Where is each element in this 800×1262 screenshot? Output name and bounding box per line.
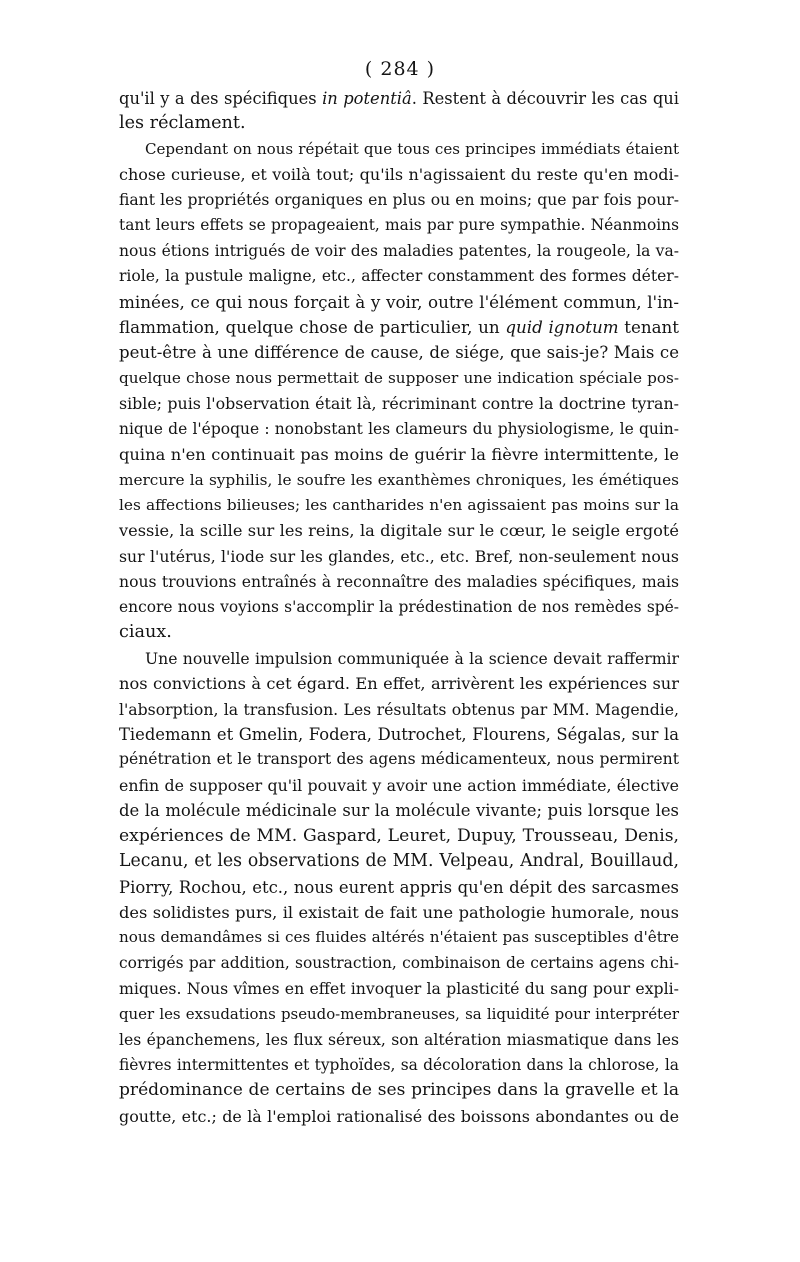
page-number: ( 284 )	[364, 58, 436, 80]
text-line	[119, 137, 679, 162]
text-line	[119, 976, 679, 1001]
text-line	[119, 1002, 679, 1027]
text-line	[119, 1078, 679, 1103]
text-line-content: nous étions intrigués de voir des maladies patentes, la rougeole, la va-	[119, 241, 679, 260]
body-text	[119, 86, 679, 1129]
text-line	[119, 951, 679, 976]
text-line-content: Lecanu, et les observations de MM. Velpeau, Andral, Bouillaud,	[119, 851, 679, 872]
text-line-content: encore nous voyions s'accomplir la prédestination de nos remèdes spé-	[119, 597, 679, 616]
text-line-content: tant leurs effets se propageaient, mais par pure sympathie. Néanmoins	[119, 216, 679, 235]
text-line	[119, 773, 679, 798]
text-line-content: vessie, la scille sur les reins, la digitale sur le cœur, le seigle ergoté	[119, 521, 679, 541]
text-line-content: des solidistes purs, il existait de fait une pathologie humorale, nous	[119, 903, 679, 922]
text-line-content: Cependant on nous répétait que tous ces principes immédiats étaient	[145, 139, 679, 158]
text-line-content: corrigés par addition, soustraction, combinaison de certains agens chi-	[119, 953, 679, 972]
text-line	[119, 671, 679, 696]
text-line-content: de la molécule médicinale sur la molécule vivante; puis lorsque les	[119, 801, 679, 821]
text-line	[119, 188, 679, 213]
text-line-content: nos convictions à cet égard. En effet, arrivèrent les expériences sur	[119, 674, 679, 694]
text-line	[119, 595, 679, 620]
text-line-content: nique de l'époque : nonobstant les clameurs du physiologisme, le quin-	[119, 419, 679, 438]
text-line-content: miques. Nous vîmes en effet invoquer la plasticité du sang pour expli-	[119, 979, 679, 999]
text-line-content: chose curieuse, et voilà tout; qu'ils n'agissaient du reste qu'en modi-	[119, 165, 679, 185]
text-line	[119, 824, 679, 849]
text-line-content: ciaux.	[119, 622, 172, 643]
text-line-content: enfin de supposer qu'il pouvait y avoir une action immédiate, élective	[119, 775, 679, 795]
text-line	[119, 544, 679, 569]
text-line	[119, 264, 679, 289]
text-line	[119, 239, 679, 264]
text-line-content: pénétration et le transport des agens médicamenteux, nous permirent	[119, 750, 679, 769]
text-line	[119, 747, 679, 772]
text-line	[119, 493, 679, 518]
text-line-content: minées, ce qui nous forçait à y voir, outre l'élément commun, l'in-	[119, 291, 679, 312]
text-line-content: quina n'en continuait pas moins de guérir la fièvre intermittente, le	[119, 445, 679, 465]
text-line-content: quelque chose nous permettait de supposer une indication spéciale pos-	[119, 368, 679, 387]
text-line-content: l'absorption, la transfusion. Les résultats obtenus par MM. Magendie,	[119, 699, 679, 719]
text-line-content: fièvres intermittentes et typhoïdes, sa décoloration dans la chlorose, la	[119, 1055, 679, 1074]
text-line	[119, 391, 679, 416]
italic-phrase: quid ignotum	[505, 316, 619, 337]
text-line-content: les affections bilieuses; les cantharides n'en agissaient pas moins sur la	[119, 496, 679, 514]
text-line	[119, 569, 679, 594]
text-line-content: Une nouvelle impulsion communiquée à la science devait raffermir	[145, 648, 679, 668]
text-line-continuation: . Restent à découvrir les cas qui	[411, 89, 680, 108]
text-line	[119, 798, 679, 823]
italic-phrase: in potentiâ	[322, 89, 412, 108]
text-line	[119, 468, 679, 493]
text-line-content: qu'il y a des spécifiques	[119, 89, 323, 108]
text-line-content: riole, la pustule maligne, etc., affecter constamment des formes déter-	[119, 267, 679, 286]
text-line-content: Tiedemann et Gmelin, Fodera, Dutrochet, Flourens, Ségalas, sur la	[119, 724, 679, 744]
text-line	[119, 1053, 679, 1078]
text-line	[119, 162, 679, 187]
text-line	[119, 366, 679, 391]
text-line	[119, 340, 679, 365]
text-line-content: fiant les propriétés organiques en plus ou en moins; que par fois pour-	[119, 190, 679, 209]
text-line	[119, 86, 679, 111]
text-line-content: goutte, etc.; de là l'emploi rationalisé des boissons abondantes ou de	[119, 1106, 679, 1126]
text-line	[119, 620, 679, 645]
text-line	[119, 646, 679, 671]
text-line	[119, 315, 679, 340]
text-line-content: nous demandâmes si ces fluides altérés n'étaient pas susceptibles d'être	[119, 928, 679, 947]
text-line	[119, 925, 679, 950]
text-line	[119, 1027, 679, 1052]
text-line-continuation: tenant	[618, 316, 679, 337]
text-line-content: peut-être à une différence de cause, de siége, que sais-je? Mais ce	[119, 343, 679, 363]
text-line-content: Piorry, Rochou, etc., nous eurent appris qu'en dépit des sarcasmes	[119, 877, 679, 897]
text-line	[119, 875, 679, 900]
text-line-content: sible; puis l'observation était là, récriminant contre la doctrine tyran-	[119, 394, 679, 414]
text-line-content: prédominance de certains de ses principes dans la gravelle et la	[119, 1080, 679, 1101]
text-line	[119, 518, 679, 543]
text-line	[119, 442, 679, 467]
text-line	[119, 697, 679, 722]
text-line	[119, 722, 679, 747]
text-line-content: quer les exsudations pseudo-membraneuses, sa liquidité pour interpréter	[119, 1004, 679, 1023]
text-line-content: sur l'utérus, l'iode sur les glandes, etc., etc. Bref, non-seulement nous	[119, 546, 679, 566]
text-line	[119, 849, 679, 874]
text-line-content: mercure la syphilis, le soufre les exanthèmes chroniques, les émétiques	[119, 470, 679, 489]
text-line-content: expériences de MM. Gaspard, Leuret, Dupuy, Trousseau, Denis,	[119, 825, 679, 846]
text-line	[119, 900, 679, 925]
text-line-content: les réclament.	[119, 113, 246, 134]
text-line	[119, 417, 679, 442]
text-line	[119, 111, 679, 136]
text-line-content: nous trouvions entraînés à reconnaître des maladies spécifiques, mais	[119, 572, 679, 592]
text-line	[119, 213, 679, 238]
text-line	[119, 1104, 679, 1129]
text-line-content: flammation, quelque chose de particulier, un	[119, 316, 506, 337]
text-line-content: les épanchemens, les flux séreux, son altération miasmatique dans les	[119, 1030, 679, 1050]
text-line	[119, 290, 679, 315]
